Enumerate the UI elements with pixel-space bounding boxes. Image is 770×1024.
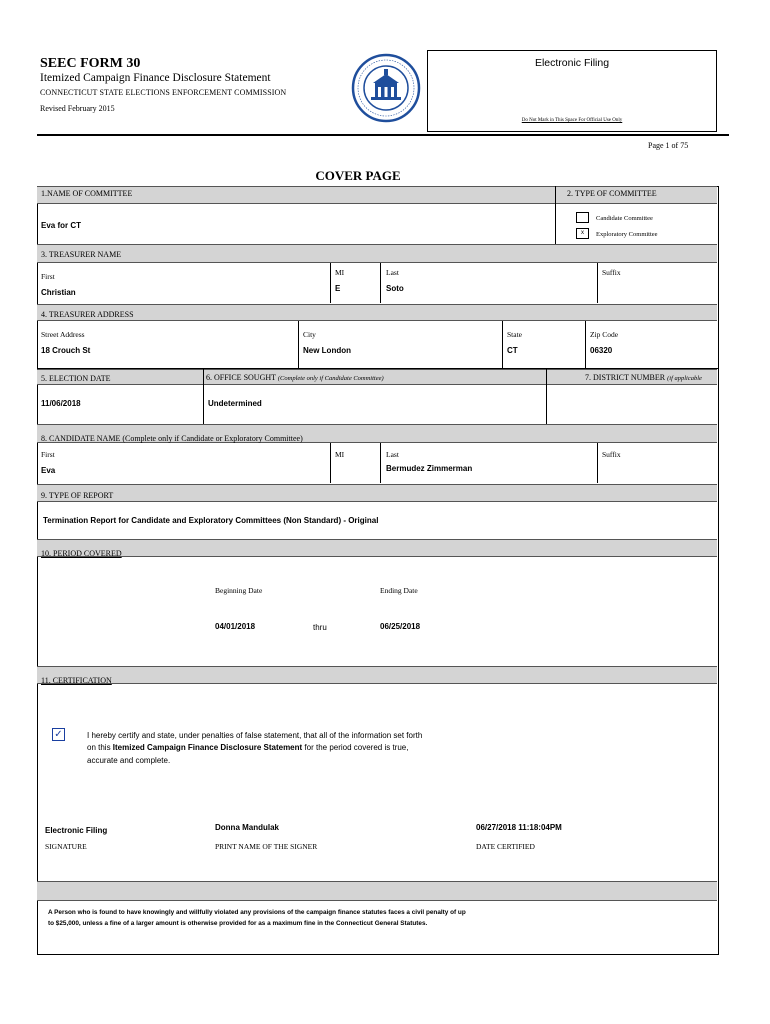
state-label: State xyxy=(507,330,522,339)
divider xyxy=(330,263,331,303)
candidate-committee-checkbox[interactable] xyxy=(576,212,589,223)
zip-value: 06320 xyxy=(590,346,613,355)
candidate-suffix-label: Suffix xyxy=(602,450,621,459)
section-bar-candidate xyxy=(37,424,717,443)
section-bar-report-type xyxy=(37,484,717,502)
header-divider xyxy=(37,134,729,136)
page-number: Page 1 of 75 xyxy=(648,141,689,150)
thru-label: thru xyxy=(313,623,327,632)
treasurer-first-label: First xyxy=(41,272,55,281)
official-use-notice: Do Not Mark in This Space For Official Use Only xyxy=(521,118,623,123)
divider xyxy=(380,263,381,303)
divider xyxy=(546,369,547,424)
divider xyxy=(585,321,586,368)
divider xyxy=(597,263,598,303)
candidate-section-label: 8. CANDIDATE NAME (Complete only if Candidate or Exploratory Committee) xyxy=(41,434,303,443)
treasurer-last-label: Last xyxy=(386,268,399,277)
electronic-filing-label: Electronic Filing xyxy=(534,57,610,69)
divider xyxy=(203,369,204,424)
date-certified-label: DATE CERTIFIED xyxy=(476,842,535,851)
treasurer-suffix-label: Suffix xyxy=(602,268,621,277)
signature-label: SIGNATURE xyxy=(45,842,87,851)
commission-name: CONNECTICUT STATE ELECTIONS ENFORCEMENT COMMISSION xyxy=(40,88,287,97)
beginning-date-value: 04/01/2018 xyxy=(215,622,256,631)
committee-name-label: 1.NAME OF COMMITTEE xyxy=(41,189,133,198)
committee-name-value: Eva for CT xyxy=(41,221,82,230)
revision-date: Revised February 2015 xyxy=(40,104,115,113)
treasurer-address-section-label: 4. TREASURER ADDRESS xyxy=(41,310,134,319)
candidate-committee-label: Candidate Committee xyxy=(596,215,653,222)
ending-date-value: 06/25/2018 xyxy=(380,622,421,631)
certification-line-2: on this Itemized Campaign Finance Disclosure Statement for the period covered is true, xyxy=(87,743,409,752)
street-label: Street Address xyxy=(41,330,85,339)
certify-checkbox[interactable]: ✓ xyxy=(52,728,65,741)
election-date-value: 11/06/2018 xyxy=(41,399,81,408)
form-frame xyxy=(37,186,719,955)
city-label: City xyxy=(303,330,316,339)
official-use-box xyxy=(427,50,717,132)
treasurer-name-section-label: 3. TREASURER NAME xyxy=(41,250,122,259)
signer-name-label: PRINT NAME OF THE SIGNER xyxy=(215,842,318,851)
candidate-first-value: Eva xyxy=(41,466,56,475)
office-sought-label: 6. OFFICE SOUGHT (Complete only if Candidate Committee) xyxy=(206,373,384,382)
divider xyxy=(380,443,381,483)
candidate-mi-label: MI xyxy=(335,450,345,459)
candidate-first-label: First xyxy=(41,450,55,459)
section-bar-election xyxy=(37,369,717,385)
divider xyxy=(597,443,598,483)
form-subtitle: Itemized Campaign Finance Disclosure Statement xyxy=(40,72,271,84)
zip-label: Zip Code xyxy=(590,330,619,339)
section-bar-treasurer-name xyxy=(37,244,717,263)
treasurer-mi-label: MI xyxy=(335,268,345,277)
state-seal-icon xyxy=(351,53,421,123)
ending-date-label: Ending Date xyxy=(380,586,418,595)
treasurer-first-value: Christian xyxy=(41,288,76,297)
section-bar-certification xyxy=(37,666,717,684)
district-number-label: 7. DISTRICT NUMBER (if applicable xyxy=(585,373,702,382)
candidate-last-value: Bermudez Zimmerman xyxy=(386,464,473,473)
divider xyxy=(330,443,331,483)
signature-value: Electronic Filing xyxy=(45,826,108,835)
city-value: New London xyxy=(303,346,351,355)
election-date-label: 5. ELECTION DATE xyxy=(41,374,111,383)
penalty-notice-line-2: to $25,000, unless a fine of a larger amount is otherwise provided for as a maximum fine in the Connecticut General Statutes. xyxy=(48,920,428,927)
state-value: CT xyxy=(507,346,518,355)
report-type-section-label: 9. TYPE OF REPORT xyxy=(41,491,114,500)
exploratory-committee-label: Exploratory Committee xyxy=(596,231,658,238)
street-value: 18 Crouch St xyxy=(41,346,91,355)
report-type-value: Termination Report for Candidate and Exploratory Committees (Non Standard) - Original xyxy=(43,516,379,525)
section-bar-blank xyxy=(37,881,717,901)
section-bar-committee xyxy=(37,186,717,204)
date-certified-value: 06/27/2018 11:18:04PM xyxy=(476,823,562,832)
period-section-label: 10. PERIOD COVERED xyxy=(41,549,122,558)
treasurer-last-value: Soto xyxy=(386,284,404,293)
office-sought-value: Undetermined xyxy=(208,399,262,408)
penalty-notice-line-1: A Person who is found to have knowingly and willfully violated any provisions of the campaign finance statutes faces a civil penalty of up xyxy=(48,909,466,916)
divider xyxy=(298,321,299,368)
divider xyxy=(502,321,503,368)
candidate-last-label: Last xyxy=(386,450,399,459)
section-bar-period xyxy=(37,539,717,557)
beginning-date-label: Beginning Date xyxy=(215,586,263,595)
exploratory-committee-checkbox[interactable]: x xyxy=(576,228,589,239)
divider xyxy=(555,186,556,244)
certification-line-3: accurate and complete. xyxy=(87,756,171,765)
section-bar-treasurer-address xyxy=(37,304,717,321)
signer-name-value: Donna Mandulak xyxy=(215,823,280,832)
treasurer-mi-value: E xyxy=(335,284,341,293)
cover-page-title: COVER PAGE xyxy=(315,168,401,183)
certification-section-label: 11. CERTIFICATION xyxy=(41,676,112,685)
form-title: SEEC FORM 30 xyxy=(40,56,141,71)
certification-line-1: I hereby certify and state, under penalties of false statement, that all of the information set forth xyxy=(87,731,423,740)
committee-type-label: 2. TYPE OF COMMITTEE xyxy=(567,189,657,198)
